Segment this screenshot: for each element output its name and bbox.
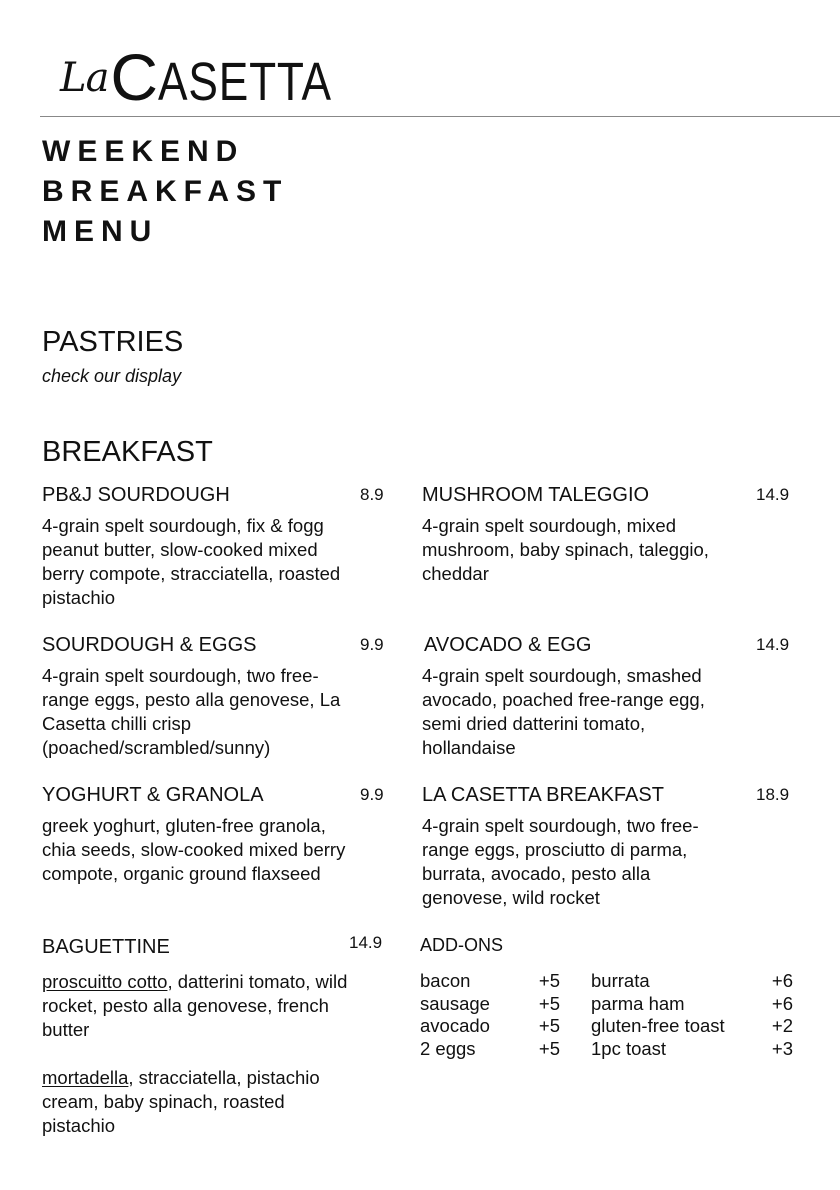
title-line-1: WEEKEND — [42, 135, 245, 168]
item-price: 18.9 — [756, 785, 790, 804]
option-2-rest: , stracciatella, pistachio cream, baby spinach, roasted pistachio — [42, 1067, 320, 1136]
addons-heading: ADD-ONS — [420, 935, 504, 955]
addon-name: sausage — [420, 992, 490, 1014]
menu-item — [422, 782, 800, 910]
option-2-main: mortadella — [42, 1067, 129, 1088]
item-name: SOURDOUGH & EGGS — [42, 634, 257, 656]
item-description: 4-grain spelt sourdough, mixed mushroom, baby spinach, taleggio, cheddar — [422, 515, 709, 584]
menu-title — [42, 132, 288, 252]
addon-price: +3 — [771, 1037, 793, 1059]
item-name: PB&J SOURDOUGH — [42, 484, 230, 506]
addon-row — [591, 1038, 793, 1061]
title-line-2: BREAKFAST — [42, 175, 289, 208]
item-description: 4-grain spelt sourdough, smashed avocado, poached free-range egg, semi dried datterini tomato, hollandaise — [422, 665, 705, 758]
pastries-note: check our display — [42, 366, 182, 386]
addon-price: +5 — [538, 970, 560, 991]
addon-name: 1pc toast — [591, 1037, 667, 1059]
logo-initial: C — [110, 39, 159, 114]
addon-price: +5 — [538, 1037, 560, 1059]
addon-row — [420, 970, 560, 993]
addons-column-1 — [420, 970, 560, 1060]
addon-row — [591, 970, 793, 993]
item-name: YOGHURT & GRANOLA — [42, 784, 264, 806]
addon-name: parma ham — [591, 992, 685, 1014]
addon-row — [420, 1038, 560, 1061]
addon-price: +5 — [538, 992, 560, 1014]
addon-price: +2 — [771, 1015, 793, 1036]
item-price: 9.9 — [360, 635, 384, 654]
addon-row — [591, 993, 793, 1016]
menu-item — [422, 482, 800, 586]
addon-row — [420, 993, 560, 1016]
title-line-3: MENU — [42, 215, 159, 248]
addon-row — [420, 1015, 560, 1038]
item-price: 14.9 — [349, 933, 383, 952]
addon-name: avocado — [420, 1015, 490, 1036]
addon-name: burrata — [591, 970, 650, 991]
brand-logo — [60, 39, 370, 114]
item-name: MUSHROOM TALEGGIO — [422, 484, 650, 506]
menu-item — [42, 632, 392, 760]
option-1-rest: , datterini tomato, wild rocket, pesto alla genovese, french butter — [42, 971, 348, 1040]
baguettine-option-2 — [42, 1066, 357, 1138]
addon-price: +5 — [538, 1015, 560, 1036]
item-price: 8.9 — [360, 485, 384, 504]
option-1-main: proscuitto cotto — [42, 971, 168, 992]
addon-name: gluten-free toast — [591, 1015, 725, 1036]
item-description: 4-grain spelt sourdough, fix & fogg peanut butter, slow-cooked mixed berry compote, stracciatella, roasted pistachio — [42, 515, 341, 608]
baguettine-option-1 — [42, 970, 357, 1042]
menu-item — [42, 782, 392, 886]
item-price: 14.9 — [756, 635, 790, 654]
menu-item — [42, 482, 392, 610]
item-description: 4-grain spelt sourdough, two free-range eggs, pesto alla genovese, La Casetta chilli crisp (poached/scrambled/sunny) — [42, 665, 341, 758]
item-name: AVOCADO & EGG — [424, 634, 592, 656]
addon-name: bacon — [420, 970, 471, 991]
menu-item-baguettine — [42, 934, 392, 1138]
header-divider — [40, 116, 840, 117]
addon-row — [591, 1015, 793, 1038]
pastries-heading: PASTRIES — [42, 326, 184, 358]
logo-script: La — [60, 55, 109, 101]
breakfast-heading: BREAKFAST — [42, 436, 213, 468]
item-description: greek yoghurt, gluten-free granola, chia seeds, slow-cooked mixed berry compote, organic ground flaxseed — [42, 815, 346, 884]
item-price: 14.9 — [756, 485, 790, 504]
item-price: 9.9 — [360, 785, 384, 804]
item-name: BAGUETTINE — [42, 936, 170, 958]
menu-item — [422, 632, 800, 760]
addon-price: +6 — [771, 970, 793, 991]
item-name: LA CASETTA BREAKFAST — [422, 784, 664, 806]
addon-name: 2 eggs — [420, 1037, 476, 1059]
item-description: 4-grain spelt sourdough, two free-range eggs, prosciutto di parma, burrata, avocado, pesto alla genovese, wild rocket — [422, 815, 699, 908]
addon-price: +6 — [771, 992, 793, 1014]
logo-rest: ASETTA — [158, 51, 332, 112]
addons-column-2 — [591, 970, 793, 1060]
